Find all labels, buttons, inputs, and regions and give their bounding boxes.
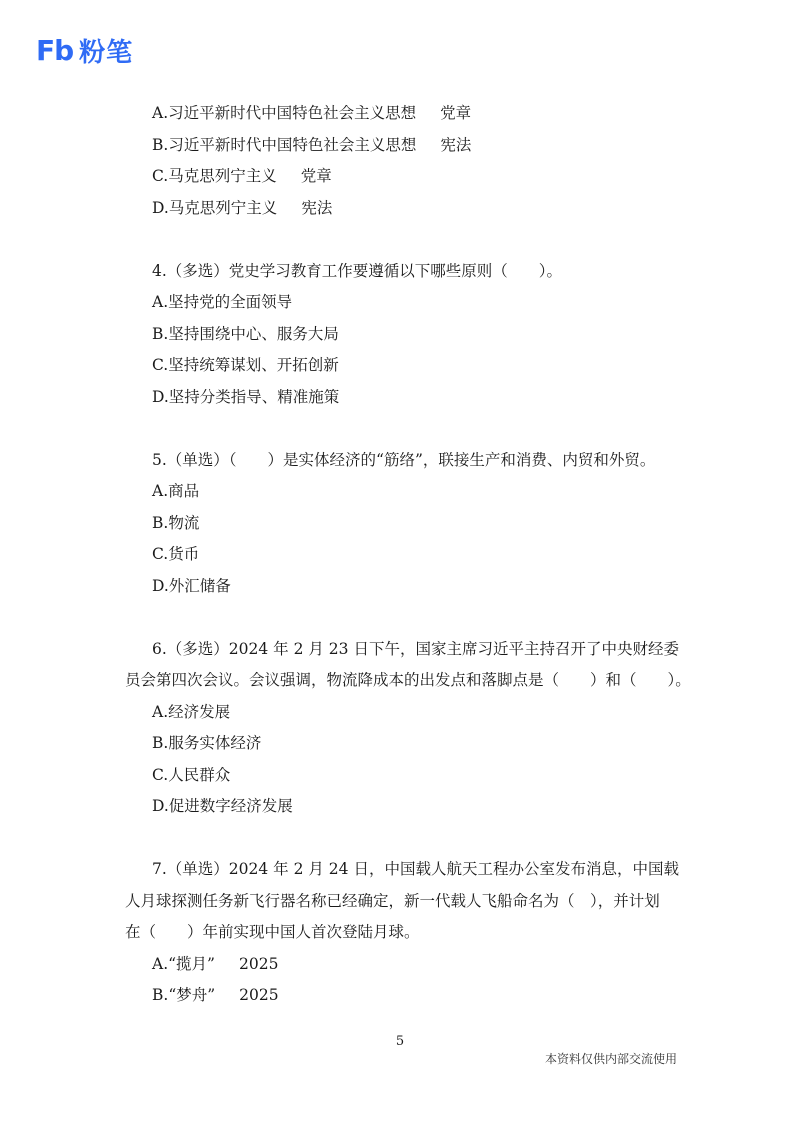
fenbi-logo-text: 粉笔 <box>79 38 134 68</box>
q5-option-d: D.外汇储备 <box>152 576 231 595</box>
q5-stem: 5.（单选）（ ）是实体经济的“筋络”，联接生产和消费、内贸和外贸。 <box>152 450 656 469</box>
q3-option-c: C.马克思列宁主义 党章 <box>152 167 332 185</box>
q7-stem-line-1: 7.（单选）2024 年 2 月 24 日，中国载人航天工程办公室发布消息，中国载 <box>152 860 679 878</box>
page-number: 5 <box>395 1034 405 1049</box>
q7-option-b: B.“梦舟” 2025 <box>152 986 279 1004</box>
q6-option-a: A.经济发展 <box>152 702 231 721</box>
q4-option-b: B.坚持围绕中心、服务大局 <box>152 324 339 343</box>
q6-stem-line-2: 员会第四次会议。会议强调，物流降成本的出发点和落脚点是（ ）和（ ）。 <box>125 671 691 689</box>
q7-option-a: A.“揽月” 2025 <box>152 954 279 973</box>
q4-option-d: D.坚持分类指导、精准施策 <box>152 387 340 406</box>
q6-stem-line-1: 6.（多选）2024 年 2 月 23 日下午，国家主席习近平主持召开了中央财经委 <box>152 639 679 658</box>
q4-option-a: A.坚持党的全面领导 <box>152 293 293 311</box>
q4-stem: 4.（多选）党史学习教育工作要遵循以下哪些原则（ ）。 <box>152 261 563 280</box>
q3-option-d: D.马克思列宁主义 宪法 <box>152 198 333 217</box>
q5-option-a: A.商品 <box>152 482 200 500</box>
q5-option-c: C.货币 <box>152 545 200 563</box>
q7-stem-line-2: 人月球探测任务新飞行器名称已经确定，新一代载人飞船命名为（ ），并计划 <box>125 891 660 910</box>
footer-note: 本资料仅供内部交流使用 <box>544 1052 677 1066</box>
fenbi-logo <box>36 32 133 69</box>
q6-option-c: C.人民群众 <box>152 765 231 784</box>
q6-option-b: B.服务实体经济 <box>152 734 262 752</box>
q3-option-a: A.习近平新时代中国特色社会主义思想 党章 <box>152 104 472 122</box>
q6-option-d: D.促进数字经济发展 <box>152 797 293 815</box>
q7-stem-line-3: 在（ ）年前实现中国人首次登陆月球。 <box>125 923 420 941</box>
fenbi-logo-mark: Fb <box>36 34 74 67</box>
document-body <box>125 98 692 1012</box>
q5-option-b: B.物流 <box>152 513 200 532</box>
q3-option-b: B.习近平新时代中国特色社会主义思想 宪法 <box>152 135 472 154</box>
q4-option-c: C.坚持统筹谋划、开拓创新 <box>152 356 339 374</box>
